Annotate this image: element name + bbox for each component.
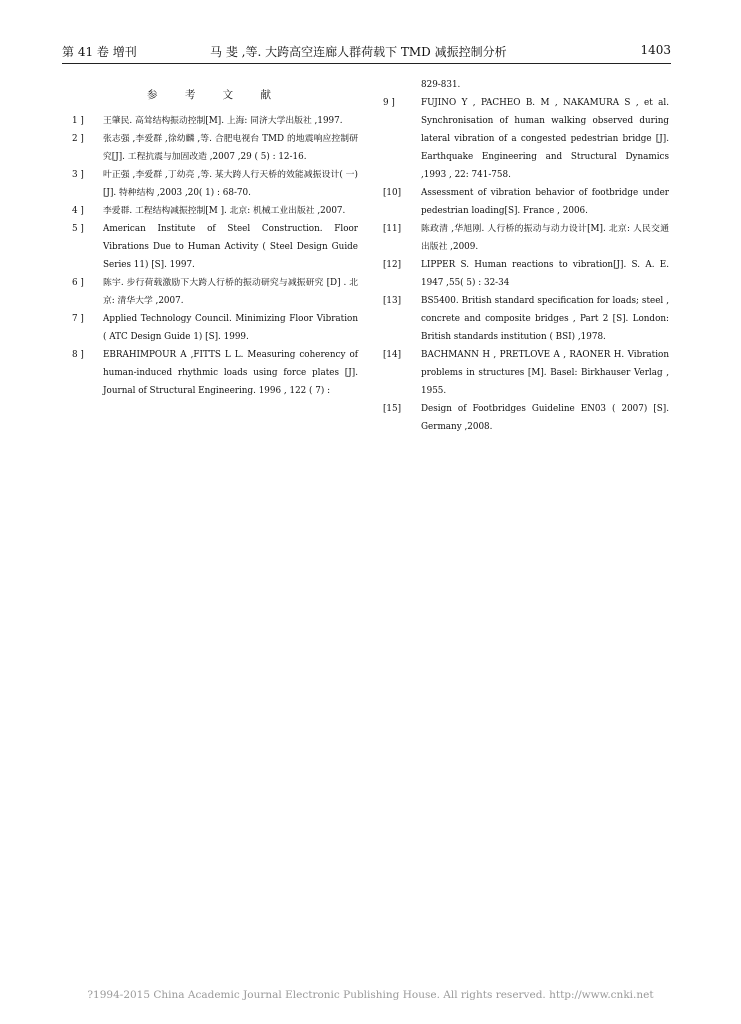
reference-text: BS5400. British standard specification for loads; steel , concrete and composite bridges , Part 2 [S]. London: British standards institution ( BSI) ,1978. — [421, 296, 669, 342]
reference-text: Design of Footbridges Guideline EN03 ( 2007) [S]. Germany ,2008. — [421, 404, 669, 432]
reference-number: 5 ] — [72, 224, 84, 234]
header-rule — [62, 63, 671, 64]
reference-continuation: 829-831. — [421, 80, 461, 90]
reference-entry — [72, 130, 358, 166]
reference-entry — [72, 202, 358, 220]
reference-text: 李爱群. 工程结构减振控制[M ]. 北京: 机械工业出版社 ,2007. — [103, 206, 346, 216]
reference-text: EBRAHIMPOUR A ,FITTS L L. Measuring coherency of human-induced rhythmic loads using force plates [J]. Journal of Structural Engineering. 1996 , 122 ( 7) : — [103, 350, 358, 396]
reference-number: [10] — [383, 188, 402, 198]
reference-number: [11] — [383, 224, 402, 234]
reference-text: 陈政清 ,华旭刚. 人行桥的振动与动力设计[M]. 北京: 人民交通出版社 ,2009. — [421, 224, 669, 252]
page-header — [62, 43, 671, 65]
reference-entry — [383, 94, 669, 184]
reference-number: [14] — [383, 350, 402, 360]
reference-entry — [383, 346, 669, 400]
reference-number: 9 ] — [383, 98, 395, 108]
reference-entry — [72, 112, 358, 130]
copyright-footer: ?1994-2015 China Academic Journal Electronic Publishing House. All rights reserved. http://www.cnki.net — [87, 989, 654, 1001]
reference-entry — [72, 220, 358, 274]
left-column — [72, 76, 358, 400]
reference-entry — [383, 292, 669, 346]
reference-number: [13] — [383, 296, 402, 306]
reference-number: 8 ] — [72, 350, 84, 360]
reference-number: 7 ] — [72, 314, 84, 324]
reference-number: 1 ] — [72, 116, 84, 126]
reference-entry — [72, 310, 358, 346]
reference-text: BACHMANN H , PRETLOVE A , RAONER H. Vibration problems in structures [M]. Basel: Birkhauser Verlag , 1955. — [421, 350, 669, 396]
reference-text: 王肇民. 高耸结构振动控制[M]. 上海: 同济大学出版社 ,1997. — [103, 116, 343, 126]
reference-number: [15] — [383, 404, 402, 414]
right-column — [383, 76, 669, 436]
reference-text: Assessment of vibration behavior of footbridge under pedestrian loading[S]. France , 2006. — [421, 188, 669, 216]
reference-text: 叶正强 ,李爱群 ,丁幼亮 ,等. 某大跨人行天桥的效能减振设计( 一) [J]. 特种结构 ,2003 ,20( 1) : 68-70. — [103, 170, 358, 198]
reference-entry — [383, 256, 669, 292]
reference-number: 3 ] — [72, 170, 84, 180]
journal-volume: 第 41 卷 增刊 — [62, 45, 137, 59]
reference-entry — [383, 400, 669, 436]
reference-entry — [383, 220, 669, 256]
reference-text: 陈宇. 步行荷载激励下大跨人行桥的振动研究与减振研究 [D] . 北京: 清华大学 ,2007. — [103, 278, 358, 306]
reference-number: 2 ] — [72, 134, 84, 144]
reference-text: American Institute of Steel Construction. Floor Vibrations Due to Human Activity ( Steel Design Guide Series 11) [S]. 1997. — [103, 224, 358, 270]
reference-entry — [72, 346, 358, 400]
page-number: 1403 — [640, 43, 671, 57]
right-reference-list — [383, 94, 669, 436]
reference-number: 4 ] — [72, 206, 84, 216]
reference-entry — [72, 166, 358, 202]
reference-entry — [72, 274, 358, 310]
running-title: 马 斐 ,等. 大跨高空连廊人群荷载下 TMD 减振控制分析 — [210, 45, 507, 59]
reference-entry — [383, 184, 669, 220]
reference-text: LIPPER S. Human reactions to vibration[J]. S. A. E. 1947 ,55( 5) : 32-34 — [421, 260, 669, 288]
references-heading: 参 考 文 献 — [146, 89, 283, 101]
left-reference-list — [72, 112, 358, 400]
reference-text: Applied Technology Council. Minimizing Floor Vibration ( ATC Design Guide 1) [S]. 1999. — [103, 314, 358, 342]
reference-text: 张志强 ,李爱群 ,徐幼麟 ,等. 合肥电视台 TMD 的地震响应控制研究[J]. 工程抗震与加固改造 ,2007 ,29 ( 5) : 12-16. — [103, 134, 358, 162]
reference-number: [12] — [383, 260, 402, 270]
reference-text: FUJINO Y , PACHEO B. M , NAKAMURA S , et al. Synchronisation of human walking observed during lateral vibration of a congested pedestrian bridge [J]. Earthquake Engineering and Structural Dynamics ,1993 , 22: 741-758. — [421, 98, 669, 180]
reference-number: 6 ] — [72, 278, 84, 288]
